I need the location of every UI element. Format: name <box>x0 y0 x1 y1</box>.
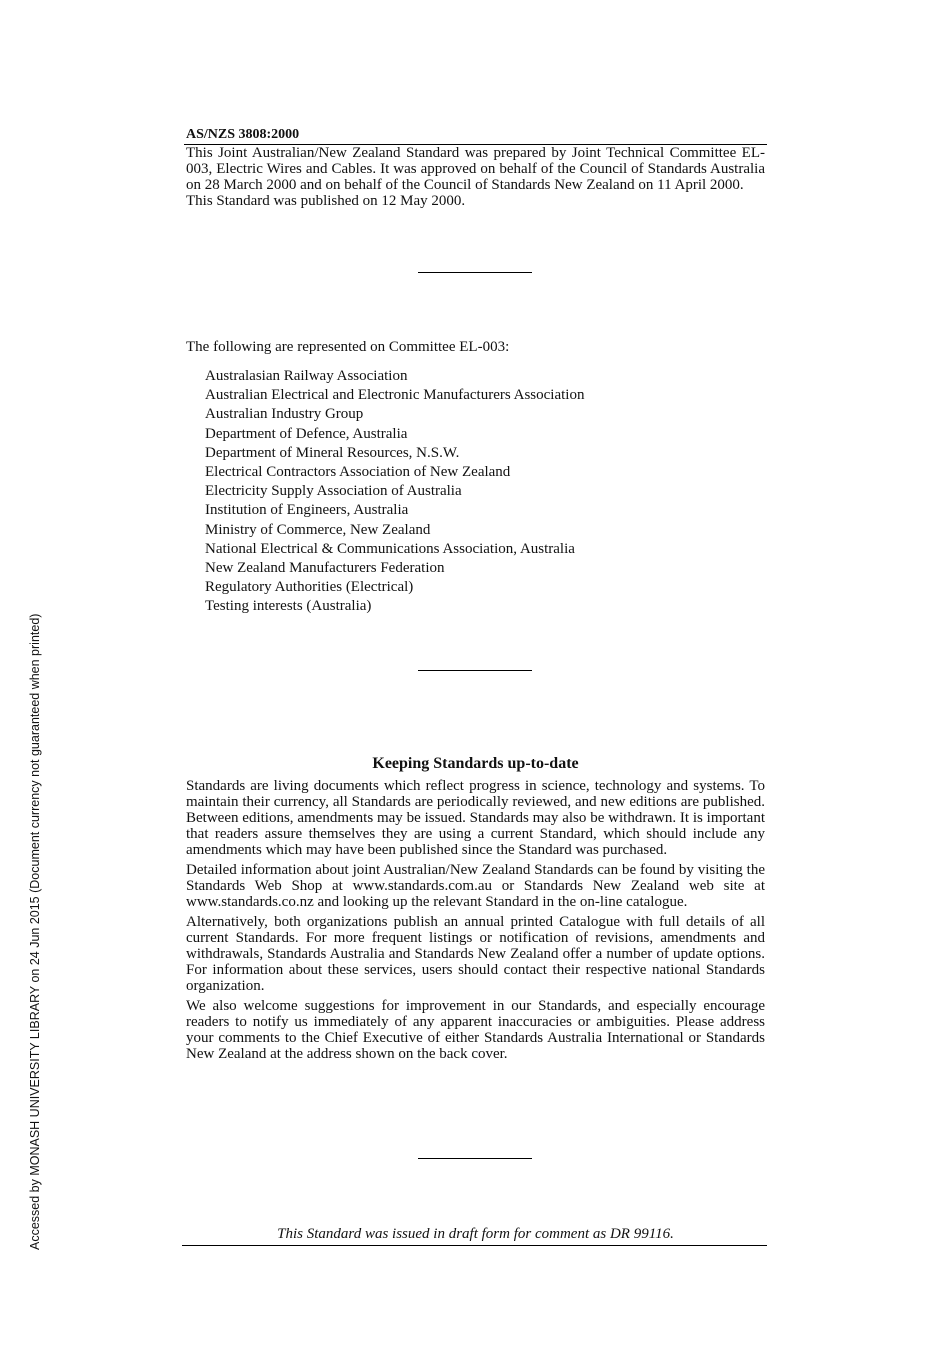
list-item: Australian Electrical and Electronic Manufacturers Association <box>205 387 585 404</box>
keeping-standards-body <box>186 778 765 1066</box>
committee-heading: The following are represented on Committee EL-003: <box>186 339 510 355</box>
published-date: This Standard was published on 12 May 2000. <box>186 193 466 209</box>
standard-id: AS/NZS 3808:2000 <box>186 127 300 142</box>
section-divider <box>418 670 532 671</box>
list-item: Australian Industry Group <box>205 406 364 423</box>
body-paragraph: Alternatively, both organizations publish an annual printed Catalogue with full details of all current Standards. For more frequent listings or notification of revisions, amendments and withdrawals, Standards Australia and Standards New Zealand offer a number of update options. For information about these services, users should contact their respective national Standards organization. <box>186 914 765 994</box>
list-item: Ministry of Commerce, New Zealand <box>205 521 431 538</box>
list-item: Regulatory Authorities (Electrical) <box>205 579 414 596</box>
committee-member-list <box>205 367 584 617</box>
list-item: Department of Defence, Australia <box>205 425 408 442</box>
list-item: Electricity Supply Association of Australia <box>205 483 462 500</box>
intro-block <box>186 145 765 209</box>
list-item: Australasian Railway Association <box>205 368 408 384</box>
list-item: Department of Mineral Resources, N.S.W. <box>205 444 460 461</box>
access-watermark: Accessed by MONASH UNIVERSITY LIBRARY on 24 Jun 2015 (Document currency not guaranteed when printed) <box>28 613 42 1250</box>
list-item: New Zealand Manufacturers Federation <box>205 560 445 577</box>
footer-rule <box>182 1245 767 1246</box>
section-title: Keeping Standards up-to-date <box>372 755 579 772</box>
body-paragraph: Detailed information about joint Australian/New Zealand Standards can be found by visiting the Standards Web Shop at www.standards.com.au or Standards New Zealand web site at www.standards.co.nz and looking up the relevant Standard in the on-line catalogue. <box>186 862 765 910</box>
list-item: Testing interests (Australia) <box>205 598 372 615</box>
body-paragraph: Standards are living documents which reflect progress in science, technology and systems. To maintain their currency, all Standards are periodically reviewed, and new editions are published. Between editions, amendments may be issued. Standards may also be withdrawn. It is important that readers assure themselves they are using a current Standard, which should include any amendments which may have been published since the Standard was purchased. <box>186 778 765 858</box>
list-item: National Electrical & Communications Association, Australia <box>205 540 575 557</box>
list-item: Electrical Contractors Association of New Zealand <box>205 464 511 481</box>
list-item: Institution of Engineers, Australia <box>205 502 409 519</box>
section-divider <box>418 272 532 273</box>
intro-paragraph: This Joint Australian/New Zealand Standard was prepared by Joint Technical Committee EL-003, Electric Wires and Cables. It was approved on behalf of the Council of Standards Australia on 28 March 2000 and on behalf of the Council of Standards New Zealand on 11 April 2000. <box>186 145 765 193</box>
section-divider <box>418 1158 532 1159</box>
draft-note: This Standard was issued in draft form for comment as DR 99116. <box>277 1226 674 1242</box>
body-paragraph: We also welcome suggestions for improvement in our Standards, and especially encourage readers to notify us immediately of any apparent inaccuracies or ambiguities. Please address your comments to the Chief Executive of either Standards Australia International or Standards New Zealand at the address shown on the back cover. <box>186 998 765 1062</box>
